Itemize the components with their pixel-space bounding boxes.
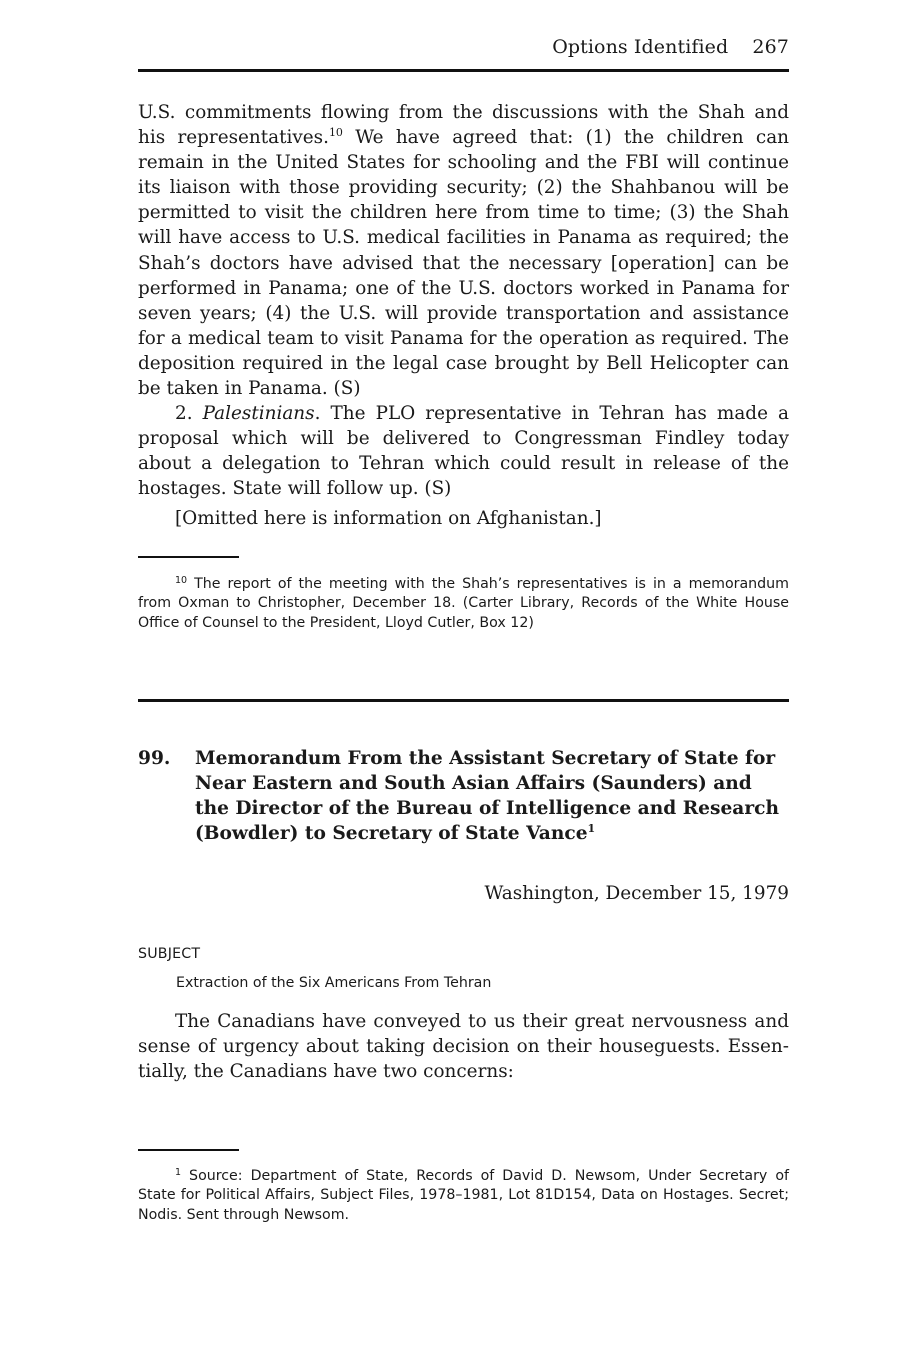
footnote-ref-10: 10: [328, 126, 343, 140]
page: [138, 0, 789, 1351]
document-number: 99.: [138, 748, 171, 769]
running-head: [552, 36, 789, 58]
footnote-marker: 1: [175, 1167, 182, 1178]
subject-text: Extraction of the Six Americans From Tehran: [176, 975, 492, 991]
document-title: Memorandum From the Assistant Secretary of State for Near Eastern and South Asian Affairs (Saunders) and the Director of the Bureau of Intelligence and Research (Bowdler) to Secretary of State Vance$^1$: [195, 748, 779, 844]
dateline: Washington, December 15, 1979: [484, 883, 789, 904]
footnote-ref-1: 1: [587, 822, 596, 835]
header-rule: [138, 69, 789, 72]
memo-body: [138, 1009, 789, 1084]
paragraph-commitments: U.S. commitments flowing from the discussions with the Shah and his representatives.$^{10}$ We have agreed that: (1) the children can remain in the United States for schooling and the FBI will continue its liaison with those providing security; (2) the Shahbanou will be permitted to visit the children here from time to time; (3) the Shah will have access to U.S. medical facilities in Panama as required; the Shah’s doctors have advised that the necessary [operation] can be performed in Panama; one of the U.S. doctors worked in Panama for seven years; (4) the U.S. will provide transportation and assistance for a medical team to visit Panama for the operation as required. The deposition required in the legal case brought by Bell Helicopter can be taken in Panama. (S): [138, 102, 789, 400]
paragraph-canadians: The Canadians have conveyed to us their great nervousness and sense of urgency about taking decision on their houseguests. Essentially, the Canadians have two concerns:: [138, 1011, 789, 1083]
main-text: [138, 100, 789, 531]
subject-label: SUBJECT: [138, 946, 201, 962]
paragraph-palestinians: 2. Palestinians. The PLO representative in Tehran has made a proposal which will be delivered to Congressman Findley today about a delegation to Tehran which could result in release of the hostages. State will follow up. (S): [138, 403, 789, 500]
footnote-rule: [138, 556, 239, 558]
section-rule: [138, 699, 789, 702]
footnote-rule: [138, 1149, 239, 1151]
palestinians-heading: Palestinians: [202, 403, 315, 425]
page-number: 267: [752, 36, 789, 58]
paragraph-omitted: [Omitted here is information on Afghanistan.]: [175, 507, 602, 529]
footnote-10: $^{10}$ The report of the meeting with the Shah’s representatives is in a memorandum from Oxman to Christopher, December 18. (Carter Library, Records of the White House Office of Counsel to the President, Lloyd Cutler, Box 12): [138, 575, 789, 631]
footnote-marker: 10: [175, 575, 188, 586]
footnote-1: $^1$ Source: Department of State, Records of David D. Newsom, Under Secretary of State for Political Affairs, Subject Files, 1978–1981, Lot 81D154, Data on Hostages. Secret; Nodis. Sent through Newsom.: [138, 1167, 789, 1223]
running-head-title: Options Identified: [552, 36, 729, 58]
